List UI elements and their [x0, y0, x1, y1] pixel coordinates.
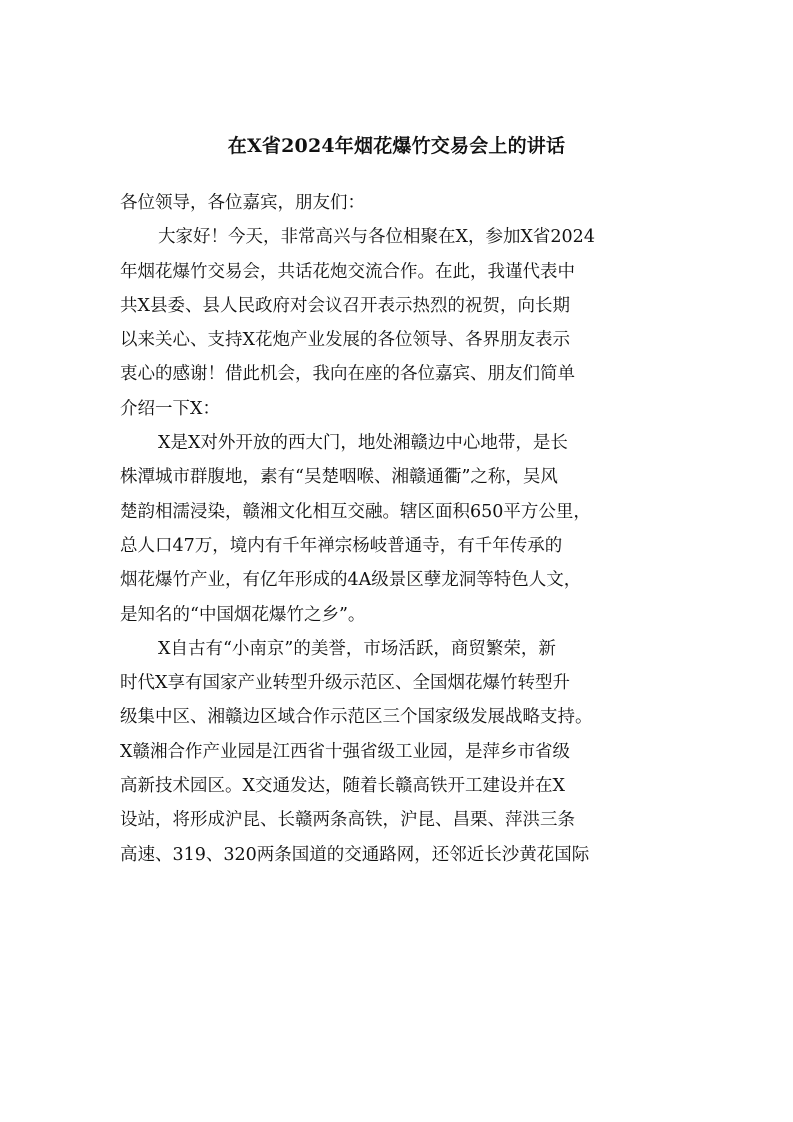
paragraph-line: 以来关心、支持X花炮产业发展的各位领导、各界朋友表示: [120, 330, 570, 351]
paragraph-line: 烟花爆竹产业，有亿年形成的4A级景区孽龙洞等特色人文，: [120, 570, 582, 591]
paragraph-line: 时代X享有国家产业转型升级示范区、全国烟花爆竹转型升: [120, 673, 570, 694]
paragraph-2: [120, 426, 690, 632]
paragraph-line: 介绍一下X：: [120, 398, 220, 419]
paragraph-line: 总人口47万，境内有千年禅宗杨岐普通寺，有千年传承的: [120, 535, 563, 556]
paragraph-line: 年烟花爆竹交易会，共话花炮交流合作。在此，我谨代表中: [120, 261, 575, 282]
paragraph-line: 衷心的感谢！借此机会，我向在座的各位嘉宾、朋友们简单: [120, 364, 575, 385]
paragraph-3: [120, 632, 690, 872]
paragraph-line: X自古有“小南京”的美誉，市场活跃，商贸繁荣，新: [158, 638, 556, 659]
paragraph-line: X赣湘合作产业园是江西省十强省级工业园，是萍乡市省级: [120, 741, 570, 762]
paragraph-1: [120, 220, 690, 426]
paragraph-line: 共X县委、县人民政府对会议召开表示热烈的祝贺，向长期: [120, 295, 570, 316]
paragraph-line: 高速、319、320两条国道的交通路网，还邻近长沙黄花国际: [120, 844, 590, 865]
paragraph-line: 是知名的“中国烟花爆竹之乡”。: [120, 604, 366, 625]
paragraph-line: 高新技术园区。X交通发达，随着长赣高铁开工建设并在X: [120, 776, 565, 797]
paragraph-line: 大家好！今天，非常高兴与各位相聚在X，参加X省2024: [158, 227, 595, 248]
document-body: [120, 186, 690, 872]
document-title: 在X省2024年烟花爆竹交易会上的讲话: [227, 135, 566, 157]
greeting-line: 各位领导，各位嘉宾，朋友们：: [120, 193, 365, 213]
paragraph-line: 楚韵相濡浸染，赣湘文化相互交融。辖区面积650平方公里，: [120, 501, 591, 522]
paragraph-line: X是X对外开放的西大门，地处湘赣边中心地带，是长: [158, 433, 568, 454]
paragraph-line: 设站，将形成沪昆、长赣两条高铁，沪昆、昌栗、萍洪三条: [120, 810, 575, 831]
paragraph-line: 级集中区、湘赣边区域合作示范区三个国家级发展战略支持。: [120, 707, 593, 728]
paragraph-line: 株潭城市群腹地，素有“吴楚咽喉、湘赣通衢”之称，吴风: [120, 467, 558, 488]
